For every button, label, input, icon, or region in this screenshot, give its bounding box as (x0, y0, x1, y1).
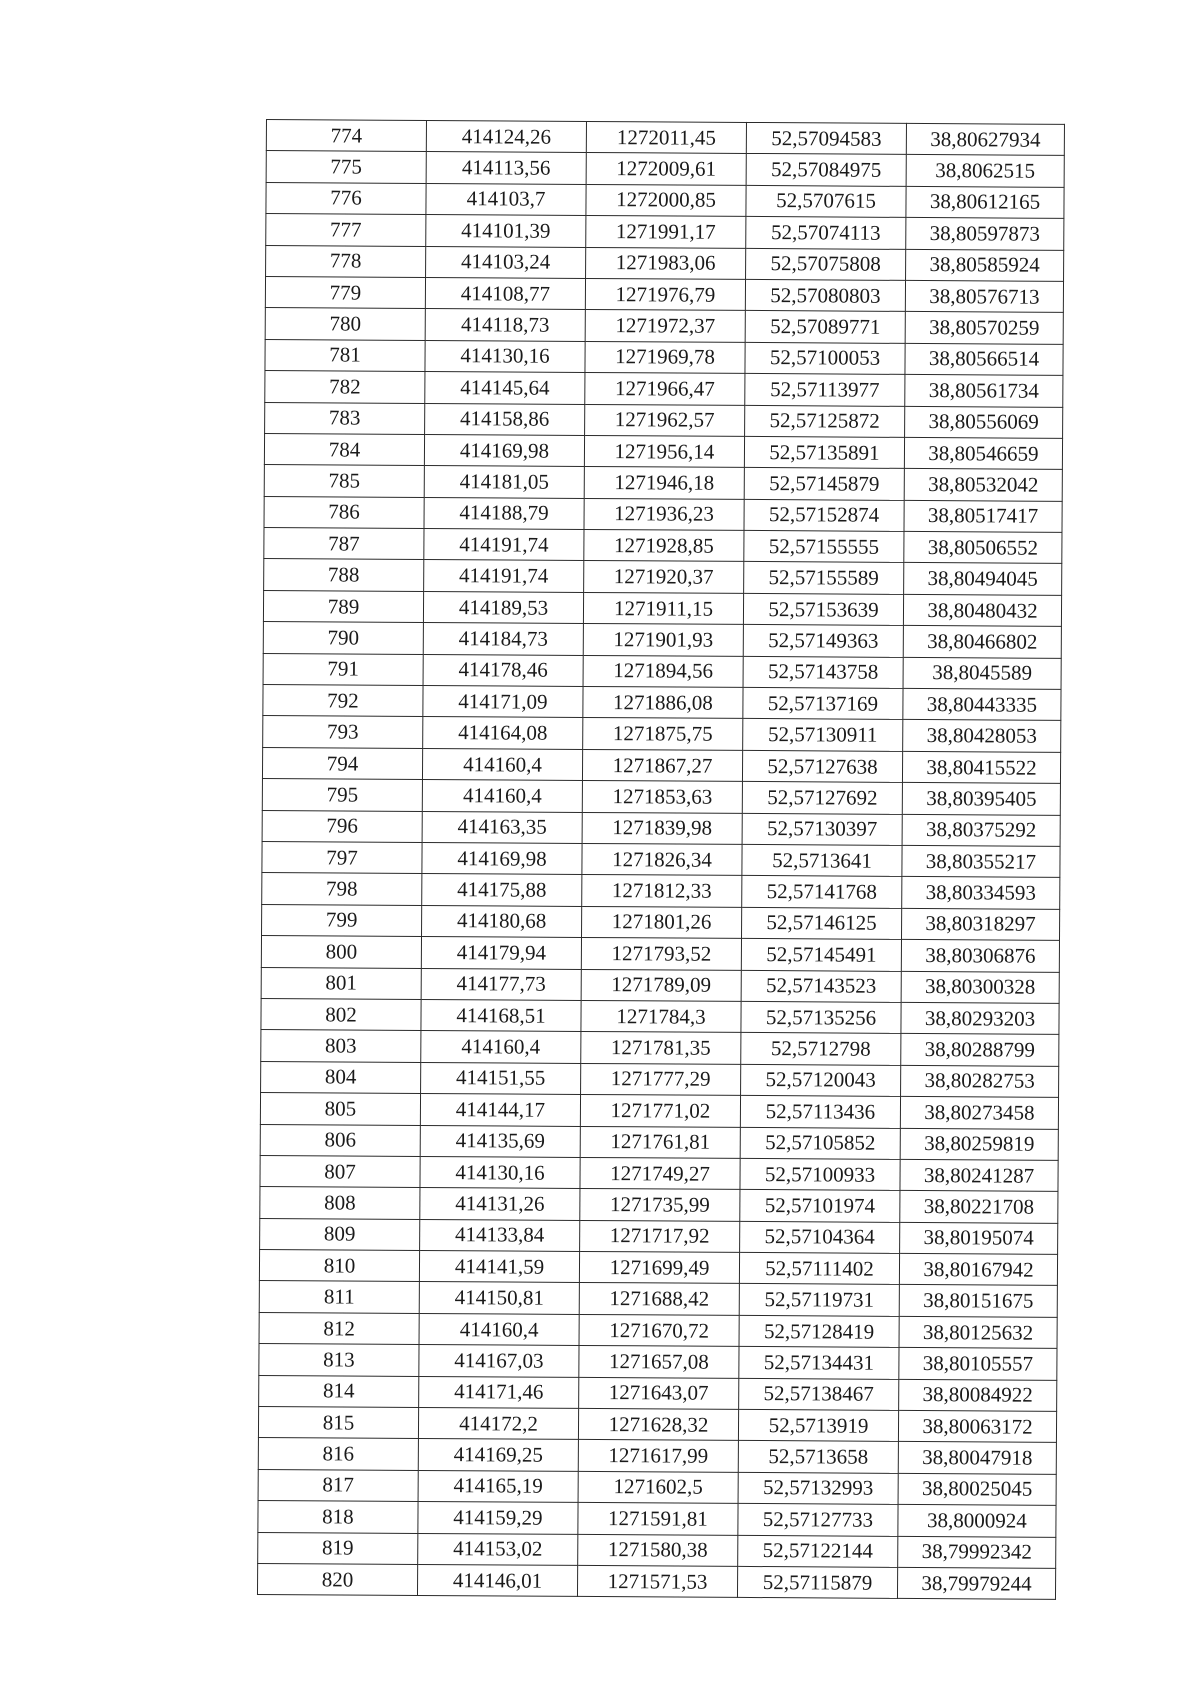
x-coordinate-cell: 414133,84 (420, 1219, 580, 1251)
point-number-cell: 787 (264, 528, 424, 560)
x-coordinate-cell: 414178,46 (423, 654, 583, 686)
longitude-cell: 38,80355217 (902, 845, 1060, 877)
y-coordinate-cell: 1271717,92 (580, 1220, 740, 1252)
point-number-cell: 794 (262, 747, 422, 779)
table-row (260, 1093, 1058, 1129)
longitude-cell: 38,80084922 (899, 1379, 1057, 1411)
latitude-cell: 52,57141768 (742, 876, 902, 908)
table-row (264, 465, 1062, 501)
x-coordinate-cell: 414158,86 (425, 403, 585, 435)
longitude-cell: 38,80428053 (903, 720, 1061, 752)
longitude-cell: 38,80532042 (904, 469, 1062, 501)
table-row (258, 1438, 1056, 1474)
y-coordinate-cell: 1271643,07 (579, 1377, 739, 1409)
longitude-cell: 38,8045589 (903, 657, 1061, 689)
longitude-cell: 38,80546659 (904, 437, 1062, 469)
point-number-cell: 814 (259, 1375, 419, 1407)
table-row (264, 559, 1062, 595)
point-number-cell: 805 (260, 1093, 420, 1125)
longitude-cell: 38,80105557 (899, 1348, 1057, 1380)
table-row (261, 967, 1059, 1003)
x-coordinate-cell: 414171,46 (419, 1376, 579, 1408)
point-number-cell: 776 (266, 182, 426, 214)
latitude-cell: 52,5707615 (746, 185, 906, 217)
x-coordinate-cell: 414179,94 (421, 937, 581, 969)
y-coordinate-cell: 1271946,18 (584, 467, 744, 499)
point-number-cell: 778 (266, 245, 426, 277)
x-coordinate-cell: 414108,77 (425, 277, 585, 309)
table-row (258, 1532, 1056, 1568)
x-coordinate-cell: 414153,02 (418, 1533, 578, 1565)
y-coordinate-cell: 1271628,32 (578, 1408, 738, 1440)
x-coordinate-cell: 414167,03 (419, 1345, 579, 1377)
x-coordinate-cell: 414103,7 (426, 183, 586, 215)
table-row (258, 1469, 1056, 1505)
y-coordinate-cell: 1271972,37 (585, 310, 745, 342)
point-number-cell: 813 (259, 1344, 419, 1376)
y-coordinate-cell: 1271936,23 (584, 498, 744, 530)
latitude-cell: 52,57145491 (741, 939, 901, 971)
longitude-cell: 38,80167942 (899, 1253, 1057, 1285)
longitude-cell: 38,80306876 (901, 940, 1059, 972)
longitude-cell: 38,80585924 (906, 249, 1064, 281)
point-number-cell: 793 (263, 716, 423, 748)
x-coordinate-cell: 414169,25 (418, 1439, 578, 1471)
y-coordinate-cell: 1271602,5 (578, 1471, 738, 1503)
longitude-cell: 38,80318297 (901, 908, 1059, 940)
longitude-cell: 38,80556069 (905, 406, 1063, 438)
x-coordinate-cell: 414159,29 (418, 1502, 578, 1534)
point-number-cell: 802 (261, 998, 421, 1030)
x-coordinate-cell: 414191,74 (424, 560, 584, 592)
latitude-cell: 52,57120043 (741, 1064, 901, 1096)
latitude-cell: 52,57143523 (741, 970, 901, 1002)
point-number-cell: 817 (258, 1469, 418, 1501)
latitude-cell: 52,57101974 (740, 1190, 900, 1222)
point-number-cell: 780 (265, 308, 425, 340)
y-coordinate-cell: 1271853,63 (582, 781, 742, 813)
x-coordinate-cell: 414184,73 (423, 623, 583, 655)
y-coordinate-cell: 1271801,26 (582, 906, 742, 938)
longitude-cell: 38,80561734 (905, 375, 1063, 407)
point-number-cell: 807 (260, 1155, 420, 1187)
point-number-cell: 795 (262, 779, 422, 811)
longitude-cell: 38,80259819 (900, 1128, 1058, 1160)
latitude-cell: 52,57138467 (739, 1378, 899, 1410)
point-number-cell: 797 (262, 841, 422, 873)
point-number-cell: 790 (263, 622, 423, 654)
y-coordinate-cell: 1271591,81 (578, 1503, 738, 1535)
latitude-cell: 52,57155589 (744, 562, 904, 594)
table-row (262, 810, 1060, 846)
y-coordinate-cell: 1271901,93 (583, 624, 743, 656)
longitude-cell: 38,80063172 (898, 1410, 1056, 1442)
latitude-cell: 52,57127638 (742, 750, 902, 782)
y-coordinate-cell: 1271657,08 (579, 1346, 739, 1378)
point-number-cell: 820 (257, 1563, 417, 1595)
table-row (264, 528, 1062, 564)
y-coordinate-cell: 1271920,37 (584, 561, 744, 593)
latitude-cell: 52,57100053 (745, 342, 905, 374)
y-coordinate-cell: 1271781,35 (581, 1032, 741, 1064)
x-coordinate-cell: 414180,68 (422, 905, 582, 937)
latitude-cell: 52,57134431 (739, 1347, 899, 1379)
latitude-cell: 52,57089771 (745, 311, 905, 343)
latitude-cell: 52,57104364 (740, 1221, 900, 1253)
point-number-cell: 800 (261, 936, 421, 968)
longitude-cell: 38,80576713 (905, 280, 1063, 312)
point-number-cell: 809 (260, 1218, 420, 1250)
point-number-cell: 799 (262, 904, 422, 936)
point-number-cell: 784 (264, 433, 424, 465)
latitude-cell: 52,57125872 (745, 405, 905, 437)
longitude-cell: 38,80506552 (904, 531, 1062, 563)
longitude-cell: 38,80466802 (903, 626, 1061, 658)
point-number-cell: 806 (260, 1124, 420, 1156)
latitude-cell: 52,57074113 (746, 217, 906, 249)
table-row (265, 308, 1063, 344)
x-coordinate-cell: 414189,53 (423, 591, 583, 623)
table-row (259, 1281, 1057, 1317)
y-coordinate-cell: 1271784,3 (581, 1000, 741, 1032)
point-number-cell: 811 (259, 1281, 419, 1313)
x-coordinate-cell: 414135,69 (420, 1125, 580, 1157)
y-coordinate-cell: 1271749,27 (580, 1157, 740, 1189)
x-coordinate-cell: 414160,4 (422, 748, 582, 780)
latitude-cell: 52,57115879 (737, 1566, 897, 1598)
table-row (263, 653, 1061, 689)
latitude-cell: 52,57122144 (738, 1535, 898, 1567)
x-coordinate-cell: 414130,16 (420, 1156, 580, 1188)
table-row (264, 433, 1062, 469)
x-coordinate-cell: 414169,98 (424, 434, 584, 466)
longitude-cell: 38,80480432 (903, 594, 1061, 626)
x-coordinate-cell: 414130,16 (425, 340, 585, 372)
table-row (261, 936, 1059, 972)
table-row (260, 1124, 1058, 1160)
y-coordinate-cell: 1271735,99 (580, 1189, 740, 1221)
latitude-cell: 52,57080803 (745, 279, 905, 311)
y-coordinate-cell: 1271789,09 (581, 969, 741, 1001)
table-row (265, 371, 1063, 407)
table-row (260, 1155, 1058, 1191)
y-coordinate-cell: 1271571,53 (577, 1565, 737, 1597)
latitude-cell: 52,57132993 (738, 1472, 898, 1504)
x-coordinate-cell: 414124,26 (426, 120, 586, 152)
point-number-cell: 782 (265, 371, 425, 403)
table-row (263, 622, 1061, 658)
latitude-cell: 52,57113436 (740, 1096, 900, 1128)
latitude-cell: 52,57128419 (739, 1315, 899, 1347)
x-coordinate-cell: 414141,59 (419, 1251, 579, 1283)
point-number-cell: 796 (262, 810, 422, 842)
coordinates-table (257, 119, 1065, 1600)
latitude-cell: 52,57149363 (743, 625, 903, 657)
y-coordinate-cell: 1271962,57 (585, 404, 745, 436)
table-row (262, 747, 1060, 783)
longitude-cell: 38,80221708 (900, 1191, 1058, 1223)
y-coordinate-cell: 1271839,98 (582, 812, 742, 844)
point-number-cell: 786 (264, 496, 424, 528)
x-coordinate-cell: 414144,17 (420, 1094, 580, 1126)
longitude-cell: 38,80566514 (905, 343, 1063, 375)
point-number-cell: 788 (264, 559, 424, 591)
table-row (266, 151, 1064, 187)
longitude-cell: 38,8062515 (906, 155, 1064, 187)
y-coordinate-cell: 1271771,02 (580, 1095, 740, 1127)
point-number-cell: 783 (265, 402, 425, 434)
y-coordinate-cell: 1272000,85 (586, 184, 746, 216)
longitude-cell: 38,80047918 (898, 1442, 1056, 1474)
latitude-cell: 52,57113977 (745, 374, 905, 406)
latitude-cell: 52,57127692 (742, 782, 902, 814)
latitude-cell: 52,57155555 (744, 531, 904, 563)
table-row (259, 1250, 1057, 1286)
point-number-cell: 815 (258, 1406, 418, 1438)
longitude-cell: 38,80517417 (904, 500, 1062, 532)
table-row (259, 1312, 1057, 1348)
longitude-cell: 38,8000924 (898, 1505, 1056, 1537)
y-coordinate-cell: 1271875,75 (583, 718, 743, 750)
table-row (264, 496, 1062, 532)
point-number-cell: 779 (265, 276, 425, 308)
longitude-cell: 38,80395405 (902, 783, 1060, 815)
x-coordinate-cell: 414160,4 (421, 1031, 581, 1063)
y-coordinate-cell: 1271688,42 (579, 1283, 739, 1315)
y-coordinate-cell: 1271966,47 (585, 373, 745, 405)
latitude-cell: 52,5712798 (741, 1033, 901, 1065)
table-row (263, 590, 1061, 626)
y-coordinate-cell: 1272011,45 (586, 121, 746, 153)
longitude-cell: 38,80293203 (901, 1002, 1059, 1034)
latitude-cell: 52,57075808 (746, 248, 906, 280)
latitude-cell: 52,57153639 (743, 593, 903, 625)
x-coordinate-cell: 414188,79 (424, 497, 584, 529)
table-row (266, 214, 1064, 250)
table-row (265, 339, 1063, 375)
point-number-cell: 789 (263, 590, 423, 622)
table-row (266, 245, 1064, 281)
point-number-cell: 810 (259, 1250, 419, 1282)
y-coordinate-cell: 1271983,06 (586, 247, 746, 279)
y-coordinate-cell: 1271969,78 (585, 341, 745, 373)
table-row (259, 1344, 1057, 1380)
latitude-cell: 52,57135256 (741, 1001, 901, 1033)
y-coordinate-cell: 1271911,15 (583, 592, 743, 624)
x-coordinate-cell: 414168,51 (421, 999, 581, 1031)
longitude-cell: 38,80570259 (905, 312, 1063, 344)
latitude-cell: 52,57145879 (744, 468, 904, 500)
point-number-cell: 816 (258, 1438, 418, 1470)
table-row (262, 904, 1060, 940)
point-number-cell: 812 (259, 1312, 419, 1344)
x-coordinate-cell: 414150,81 (419, 1282, 579, 1314)
longitude-cell: 38,80282753 (901, 1065, 1059, 1097)
x-coordinate-cell: 414103,24 (426, 246, 586, 278)
longitude-cell: 38,80241287 (900, 1159, 1058, 1191)
longitude-cell: 38,80597873 (906, 218, 1064, 250)
x-coordinate-cell: 414171,09 (423, 686, 583, 718)
longitude-cell: 38,80195074 (900, 1222, 1058, 1254)
latitude-cell: 52,57146125 (742, 907, 902, 939)
latitude-cell: 52,57105852 (740, 1127, 900, 1159)
longitude-cell: 38,80300328 (901, 971, 1059, 1003)
point-number-cell: 785 (264, 465, 424, 497)
longitude-cell: 38,80288799 (901, 1034, 1059, 1066)
x-coordinate-cell: 414175,88 (422, 874, 582, 906)
point-number-cell: 774 (266, 120, 426, 152)
y-coordinate-cell: 1271617,99 (578, 1440, 738, 1472)
y-coordinate-cell: 1271793,52 (581, 938, 741, 970)
point-number-cell: 804 (261, 1061, 421, 1093)
latitude-cell: 52,57130911 (743, 719, 903, 751)
longitude-cell: 38,80612165 (906, 186, 1064, 218)
longitude-cell: 38,80273458 (900, 1097, 1058, 1129)
table-row (261, 998, 1059, 1034)
point-number-cell: 818 (258, 1501, 418, 1533)
latitude-cell: 52,57143758 (743, 656, 903, 688)
y-coordinate-cell: 1271580,38 (578, 1534, 738, 1566)
point-number-cell: 798 (262, 873, 422, 905)
latitude-cell: 52,5713919 (738, 1409, 898, 1441)
longitude-cell: 38,80025045 (898, 1473, 1056, 1505)
point-number-cell: 777 (266, 214, 426, 246)
x-coordinate-cell: 414118,73 (425, 309, 585, 341)
latitude-cell: 52,57094583 (746, 122, 906, 154)
longitude-cell: 38,80334593 (902, 877, 1060, 909)
x-coordinate-cell: 414181,05 (424, 466, 584, 498)
y-coordinate-cell: 1271812,33 (582, 875, 742, 907)
x-coordinate-cell: 414151,55 (421, 1062, 581, 1094)
x-coordinate-cell: 414191,74 (424, 529, 584, 561)
point-number-cell: 781 (265, 339, 425, 371)
x-coordinate-cell: 414146,01 (417, 1564, 577, 1596)
y-coordinate-cell: 1271777,29 (581, 1063, 741, 1095)
table-row (260, 1187, 1058, 1223)
y-coordinate-cell: 1271928,85 (584, 530, 744, 562)
y-coordinate-cell: 1272009,61 (586, 153, 746, 185)
table-row (266, 120, 1064, 156)
y-coordinate-cell: 1271976,79 (585, 278, 745, 310)
x-coordinate-cell: 414131,26 (420, 1188, 580, 1220)
point-number-cell: 808 (260, 1187, 420, 1219)
point-number-cell: 803 (261, 1030, 421, 1062)
y-coordinate-cell: 1271867,27 (582, 749, 742, 781)
latitude-cell: 52,57100933 (740, 1158, 900, 1190)
point-number-cell: 792 (263, 685, 423, 717)
longitude-cell: 38,80443335 (903, 688, 1061, 720)
longitude-cell: 38,80415522 (902, 751, 1060, 783)
y-coordinate-cell: 1271761,81 (580, 1126, 740, 1158)
y-coordinate-cell: 1271991,17 (586, 216, 746, 248)
table-row (258, 1406, 1056, 1442)
x-coordinate-cell: 414163,35 (422, 811, 582, 843)
latitude-cell: 52,57127733 (738, 1504, 898, 1536)
latitude-cell: 52,57119731 (739, 1284, 899, 1316)
point-number-cell: 819 (258, 1532, 418, 1564)
table-row (260, 1218, 1058, 1254)
x-coordinate-cell: 414160,4 (422, 780, 582, 812)
latitude-cell: 52,5713641 (742, 844, 902, 876)
longitude-cell: 38,80125632 (899, 1316, 1057, 1348)
x-coordinate-cell: 414160,4 (419, 1313, 579, 1345)
longitude-cell: 38,80627934 (906, 123, 1064, 155)
table-row (263, 716, 1061, 752)
longitude-cell: 38,79979244 (897, 1567, 1055, 1599)
longitude-cell: 38,79992342 (898, 1536, 1056, 1568)
table-row (265, 402, 1063, 438)
table-row (261, 1061, 1059, 1097)
x-coordinate-cell: 414177,73 (421, 968, 581, 1000)
point-number-cell: 775 (266, 151, 426, 183)
y-coordinate-cell: 1271699,49 (579, 1251, 739, 1283)
latitude-cell: 52,5713658 (738, 1441, 898, 1473)
table-row (258, 1501, 1056, 1537)
x-coordinate-cell: 414164,08 (423, 717, 583, 749)
y-coordinate-cell: 1271956,14 (584, 435, 744, 467)
latitude-cell: 52,57084975 (746, 154, 906, 186)
latitude-cell: 52,57135891 (744, 436, 904, 468)
table-row (262, 873, 1060, 909)
x-coordinate-cell: 414113,56 (426, 152, 586, 184)
y-coordinate-cell: 1271670,72 (579, 1314, 739, 1346)
coordinates-table-body (257, 120, 1064, 1600)
table-row (262, 841, 1060, 877)
x-coordinate-cell: 414172,2 (418, 1407, 578, 1439)
y-coordinate-cell: 1271826,34 (582, 843, 742, 875)
longitude-cell: 38,80151675 (899, 1285, 1057, 1317)
x-coordinate-cell: 414101,39 (426, 215, 586, 247)
table-row (262, 779, 1060, 815)
latitude-cell: 52,57137169 (743, 687, 903, 719)
x-coordinate-cell: 414145,64 (425, 372, 585, 404)
table-row (257, 1563, 1055, 1599)
point-number-cell: 791 (263, 653, 423, 685)
x-coordinate-cell: 414165,19 (418, 1470, 578, 1502)
table-row (263, 685, 1061, 721)
table-row (265, 276, 1063, 312)
table-row (261, 1030, 1059, 1066)
latitude-cell: 52,57111402 (739, 1252, 899, 1284)
x-coordinate-cell: 414169,98 (422, 842, 582, 874)
table-row (266, 182, 1064, 218)
point-number-cell: 801 (261, 967, 421, 999)
latitude-cell: 52,57130397 (742, 813, 902, 845)
y-coordinate-cell: 1271894,56 (583, 655, 743, 687)
longitude-cell: 38,80494045 (904, 563, 1062, 595)
y-coordinate-cell: 1271886,08 (583, 686, 743, 718)
longitude-cell: 38,80375292 (902, 814, 1060, 846)
latitude-cell: 52,57152874 (744, 499, 904, 531)
table-row (259, 1375, 1057, 1411)
